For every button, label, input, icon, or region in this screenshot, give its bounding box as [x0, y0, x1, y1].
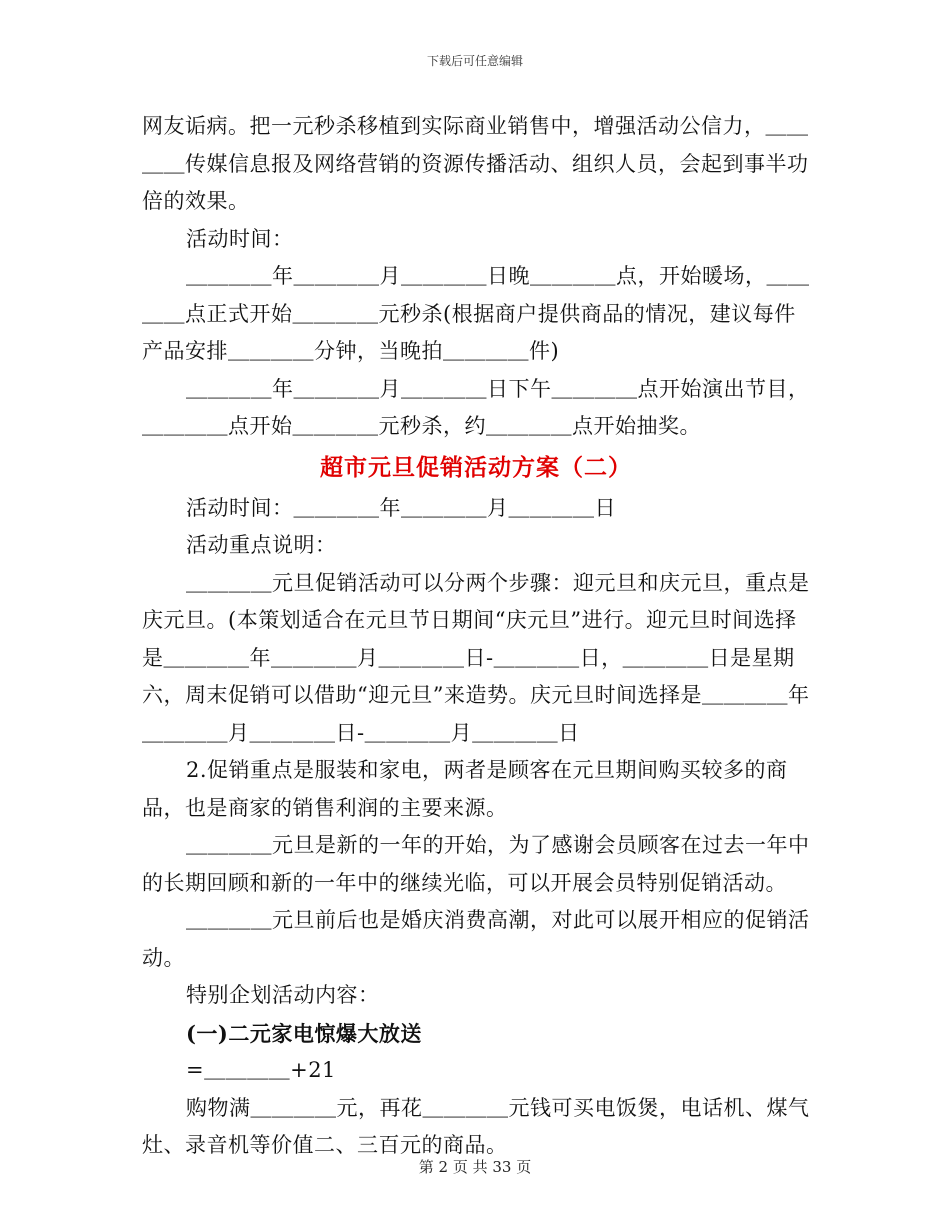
subsection-heading: (一)二元家电惊爆大放送: [186, 1020, 422, 1046]
special-activities-label: 特别企划活动内容：: [186, 983, 380, 1007]
paragraph-wedding-promotion: ＿＿＿＿元旦前后也是婚庆消费高潮，对此可以展开相应的促销活动。: [142, 908, 810, 970]
paragraph-evening-schedule: ＿＿＿＿年＿＿＿＿月＿＿＿＿日晚＿＿＿＿点，开始暖场，＿＿＿＿点正式开始＿＿＿＿元秒杀(根据商户提供商品的情况，建议每件产品安排＿＿＿＿分钟，当晚拍＿＿＿＿件): [142, 264, 810, 363]
page-footer: 第 2 页 共 33 页: [418, 1158, 532, 1176]
page-header: 下载后可任意编辑: [426, 54, 523, 68]
paragraph-member-promotion: ＿＿＿＿元旦是新的一年的开始，为了感谢会员顾客在过去一年中的长期回顾和新的一年中的继续光临，可以开展会员特别促销活动。: [142, 833, 810, 895]
key-points-label: 活动重点说明：: [186, 533, 337, 557]
paragraph-afternoon-schedule: ＿＿＿＿年＿＿＿＿月＿＿＿＿日下午＿＿＿＿点开始演出节目，＿＿＿＿点开始＿＿＿＿元秒杀，约＿＿＿＿点开始抽奖。: [142, 376, 810, 438]
paragraph-intro-continuation: 网友诟病。把一元秒杀移植到实际商业销售中，增强活动公信力，＿＿＿＿传媒信息报及网络营销的资源传播活动、组织人员，会起到事半功倍的效果。: [142, 114, 809, 213]
paragraph-promotion-focus: 2.促销重点是服装和家电，两者是顾客在元旦期间购买较多的商品，也是商家的销售利润的主要来源。: [142, 758, 788, 820]
activity-time-line: 活动时间：＿＿＿＿年＿＿＿＿月＿＿＿＿日: [186, 495, 616, 520]
formula-line: =＿＿＿＿+21: [186, 1058, 336, 1082]
activity-time-label: 活动时间：: [186, 226, 294, 251]
section-title: 超市元旦促销活动方案（二）: [320, 453, 632, 481]
document-body: [142, 108, 810, 1165]
paragraph-two-steps: ＿＿＿＿元旦促销活动可以分两个步骤：迎元旦和庆元旦，重点是庆元旦。(本策划适合在元旦节日期间“庆元旦”进行。迎元旦时间选择是＿＿＿＿年＿＿＿＿月＿＿＿＿日-＿＿＿＿日，＿＿＿＿日是星期六，周末促销可以借助“迎元旦”来造势。庆元旦时间选择是＿＿＿＿年＿＿＿＿月＿＿＿＿日-＿＿＿＿月＿＿＿＿日: [142, 570, 810, 745]
paragraph-purchase-offer: 购物满＿＿＿＿元，再花＿＿＿＿元钱可买电饭煲，电话机、煤气灶、录音机等价值二、三百元的商品。: [142, 1095, 810, 1157]
